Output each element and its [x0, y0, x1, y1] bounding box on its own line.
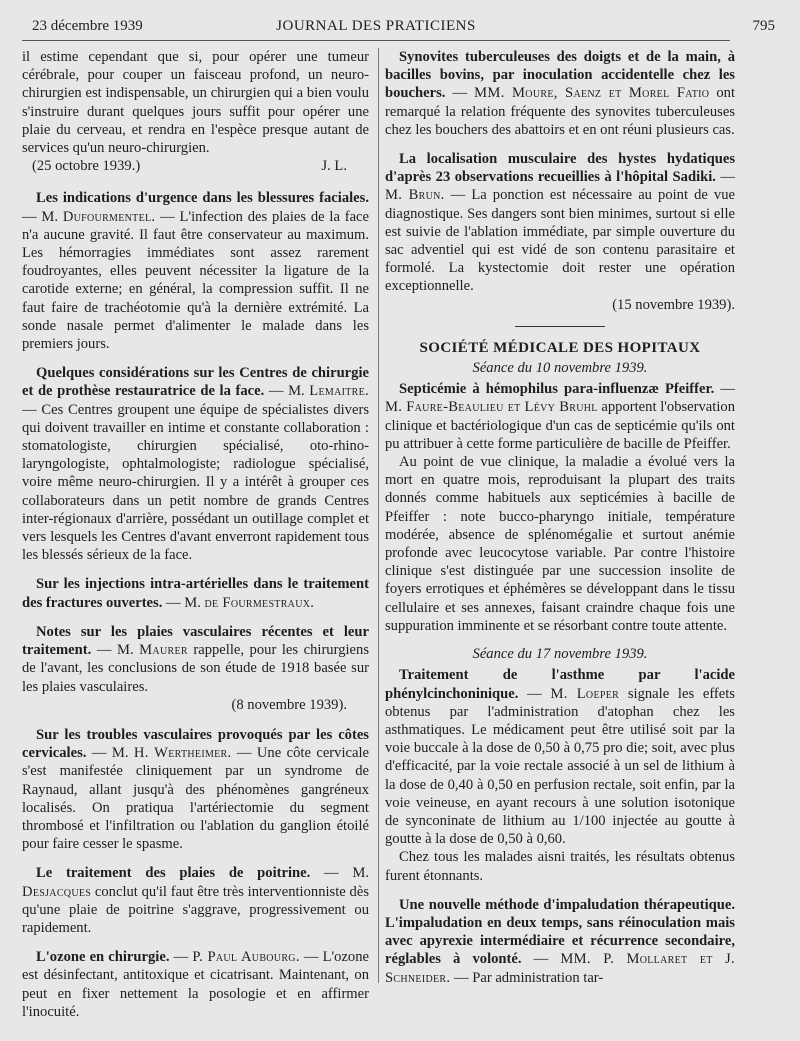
- article-title: Synovites tuberculeuses des doigts et de la main, à bacilles bovins, par inoculation accidentelle chez les bouchers.: [385, 49, 735, 102]
- article-septicemia: [385, 380, 735, 635]
- article-asthma: [385, 666, 735, 884]
- article-title: Traitement de l'asthme par l'acide phénylcinchoninique.: [385, 667, 735, 702]
- intro-date: (25 octobre 1939.): [32, 158, 141, 175]
- article-paragraph: Le traitement des plaies de poitrine. — M. Desjacques conclut qu'il faut être très interventionniste dès qu'une plaie de poitrine s'aggrave, progressivement ou rapidement.: [22, 865, 369, 936]
- article-facial-wounds: [22, 189, 369, 353]
- article-author: Desjacques: [22, 883, 92, 900]
- article-paragraph: Synovites tuberculeuses des doigts et de la main, à bacilles bovins, par inoculation accidentelle chez les bouchers. — MM. Moure, Saenz et Morel Fatio ont remarqué la relation fréquente des synovites tuberculeuses chez les bouchers des abattoirs et en ont réuni plusieurs cas.: [385, 49, 735, 138]
- article-intro-end: [22, 48, 369, 175]
- article-paragraph: Les indications d'urgence dans les blessures faciales. — M. Dufourmentel. — L'infection des plaies de la face n'a aucune gravité. Il faut être conservateur au maximum. Les hémorragies immédiates sont assez rarement foudroyantes, elles peuvent nécessiter la ligature de la carotide externe; en général, la compression suffit. Il ne faut faire de trachéotomie qu'à la dernière extrémité. La sonde nasale permet d'alimenter le malade dans les premiers jours.: [22, 190, 370, 353]
- intro-text: il estime cependant que si, pour opérer une tumeur cérébrale, pour couper un faisceau profond, un neuro-chirurgien est indispensable, un chirurgien qui a bien voulu s'instruire durant quelques jours suffit pour opérer une plaie du cerveau, et rendra en l'espèce presque autant de services qu'un neuro-chirurgien.: [22, 49, 369, 157]
- article-paragraph: Traitement de l'asthme par l'acide phénylcinchoninique. — M. Loeper signale les effets obtenus par l'administration d'atophan chez les asthmatiques. Le médicament peut être utilisé soit par la voie buccale à la dose de 0,50 à 0,75 pro die; soit, avec plus d'efficacité, par la voie rectale associé à un sel de lithium à la dose de 0,40 à 0,50 en perfusion rectale, soit enfin, par la voie veineuse, en ayant recours à une solution isotonique de synconinate de lithium au 1/100 injectée au goutte à goutte à la dose de 0,50 à 0,60.: [385, 667, 735, 848]
- journal-title: JOURNAL DES PRATICIENS: [276, 18, 476, 34]
- article-date: (8 novembre 1939).: [231, 696, 347, 713]
- article-paragraph: Notes sur les plaies vasculaires récentes et leur traitement. — M. Maurer rappelle, pour les chirurgiens de l'avant, les conclusions de son étude de 1918 basée sur les plaies vasculaires.: [22, 623, 369, 695]
- article-title: Une nouvelle méthode d'impaludation thérapeutique. L'impaludation en deux temps, sans réinoculation mais avec apyrexie intermédiaire et récurrence secondaire, réglables à volonté.: [385, 896, 735, 968]
- article-title: L'ozone en chirurgie.: [36, 949, 170, 966]
- section-rule: [515, 326, 605, 327]
- article-paragraph: Septicémie à hémophilus para-influenzæ Pfeiffer. — M. Faure-Beaulieu et Lévy Bruhl apportent l'observation clinique et bactériologique d'un cas de septicémie qu'ils ont pu attribuer à cette forme particulière de bacille de Pfeiffer.: [385, 381, 735, 452]
- page-header: [22, 14, 775, 41]
- article-author: MM. Moure, Saenz et Morel Fatio: [474, 85, 710, 102]
- article-text: L'ozone est désinfectant, antitoxique et cicatrisant. Maintenant, on peut en fixer nettement la posologie et en affirmer l'inocuité.: [22, 949, 369, 1020]
- article-title: La localisation musculaire des hystes hydatiques d'après 23 observations recueillies à l'hôpital Sadiki.: [385, 151, 735, 186]
- article-paragraph: Quelques considérations sur les Centres de chirurgie et de prothèse restauratrice de la face. — M. Lemaitre. — Ces Centres groupent une équipe de spécialistes divers qui doivent travailler en intime et constante collaboration : stomatologiste, chirurgien spécialisé, oto-rhino-laryngologiste, ophtalmologiste; radiologue spécialisé, voire même neuro-chirurgien. Il y a intérêt à grouper ces collaborateurs dans un petit nombre de grands Centres inter-régionaux d'arrière, possédant un outillage complet et vers lesquels les Centres d'avant enverront rapidement tous les blessés sérieux de la face.: [22, 365, 369, 564]
- article-title: Les indications d'urgence dans les blessures faciales.: [36, 190, 369, 207]
- right-column: [385, 48, 735, 998]
- article-date: (15 novembre 1939).: [612, 296, 735, 313]
- article-text-continued: Au point de vue clinique, la maladie a évolué vers la mort en quatre mois, reproduisant la plupart des traits donnés comme habituels aux septicémies à bacille de Pfeiffer : note bucco-pharyngo initiale, température modérée, absence de splénomégalie et surtout anémie profonde avec leucocytose variable. Par contre l'histoire clinique s'est distinguée par une succession insolite de foyers errotiques et éphémères se développant dans le tissu cellulaire et ses annexes, faisant craindre chaque fois une suppuration imminente et se résorbant contre toute attente.: [385, 454, 735, 634]
- article-text: apportent l'observation clinique et bactériologique d'un cas de septicémie qu'ils ont pu attribuer à cette forme particulière de bacille de Pfeiffer.: [385, 399, 735, 452]
- article-author: H. Wertheimer.: [133, 745, 232, 762]
- article-hydatid-cysts: [385, 150, 735, 314]
- article-cervical-ribs: [22, 726, 369, 853]
- society-heading: SOCIÉTÉ MÉDICALE DES HOPITAUX: [419, 339, 701, 356]
- article-text: rappelle, pour les chirurgiens de l'avant, les conclusions de son étude de 1918 basée sur les plaies vasculaires.: [22, 642, 369, 695]
- article-title: Quelques considérations sur les Centres de chirurgie et de prothèse restauratrice de la face.: [22, 365, 369, 400]
- article-face-centres: [22, 364, 369, 564]
- article-text: Par administration tar-: [472, 969, 604, 986]
- article-paragraph: L'ozone en chirurgie. — P. Paul Aubourg. — L'ozone est désinfectant, antitoxique et cicatrisant. Maintenant, on peut en fixer nettement la posologie et en affirmer l'inocuité.: [22, 949, 369, 1020]
- intro-signature: J. L.: [321, 158, 347, 175]
- article-title: Sur les troubles vasculaires provoqués par les côtes cervicales.: [22, 726, 369, 762]
- article-paragraph: Sur les injections intra-artérielles dans le traitement des fractures ouvertes. — M. de Fourmestraux.: [22, 576, 369, 611]
- article-intra-arterial: [22, 575, 369, 611]
- article-author: Lemaitre.: [309, 383, 369, 400]
- article-synovitis: [385, 48, 735, 139]
- article-paragraph: Sur les troubles vasculaires provoqués par les côtes cervicales. — M. H. Wertheimer. — Une côte cervicale s'est manifestée cliniquement par un syndrome de Raynaud, allant jusqu'à des phénomènes gangréneux localisés. On pratiqua l'artériectomie du segment thrombosé et l'infiltration ou l'ablation du ganglion étoilé pour faire cesser le spasme.: [22, 726, 369, 853]
- article-title: Le traitement des plaies de poitrine.: [36, 865, 311, 882]
- session-date: Séance du 17 novembre 1939.: [472, 646, 648, 663]
- session-date: Séance du 10 novembre 1939.: [472, 360, 648, 377]
- article-author: Maurer: [139, 642, 188, 659]
- article-ozone: [22, 948, 369, 1021]
- header-date: 23 décembre 1939: [32, 18, 143, 34]
- article-chest-wounds: [22, 864, 369, 937]
- article-text: ont remarqué la relation fréquente des synovites tuberculeuses chez les bouchers des abattoirs et en ont réuni plusieurs cas.: [385, 85, 735, 138]
- article-text: La ponction est nécessaire au point de vue diagnostique. Ses dangers sont bien minimes, surtout si elle est suivie de l'ablation immédiate, par simple ouverture du sac adventiel qui est vidé de son contenu parasitaire et formolé. La kystectomie doit rester une opération exceptionnelle.: [385, 187, 736, 295]
- article-author: MM. P. Mollaret et J. Schneider.: [385, 951, 735, 986]
- article-text: L'infection des plaies de la face n'a aucune gravité. Il faut être conservateur au maximum. Les hémorragies immédiates sont assez rarement foudroyantes, elles peuvent nécessiter la ligature de la carotide externe; en général, la compression suffit. Il ne faut faire de trachéotomie qu'à la dernière extrémité. La sonde nasale permet d'alimenter le malade dans les premiers jours.: [22, 208, 370, 353]
- article-author: M. Brun.: [385, 187, 445, 204]
- article-author: Dufourmentel.: [62, 208, 156, 225]
- left-column: [22, 48, 369, 1032]
- article-text: conclut qu'il faut être très interventionniste dès qu'une plaie de poitrine s'aggrave, progressivement ou rapidement.: [22, 883, 369, 936]
- article-impaludation: [385, 896, 735, 987]
- article-paragraph: Une nouvelle méthode d'impaludation thérapeutique. L'impaludation en deux temps, sans réinoculation mais avec apyrexie intermédiaire et récurrence secondaire, réglables à volonté. — MM. P. Mollaret et J. Schneider. — Par administration tar-: [385, 896, 735, 986]
- intro-signature-line: [22, 157, 369, 175]
- article-title: Septicémie à hémophilus para-influenzæ Pfeiffer.: [399, 381, 715, 398]
- article-author: M. Loeper: [550, 685, 620, 702]
- page-number: 795: [752, 18, 775, 34]
- article-title: Sur les injections intra-artérielles dans le traitement des fractures ouvertes.: [22, 576, 369, 611]
- article-text: signale les effets obtenus par l'administration d'atophan chez les asthmatiques. Le médicament peut être utilisé soit par la voie buccale à la dose de 0,50 à 0,75 pro die; soit, avec plus d'efficacité, par la voie rectale associé à un sel de lithium à la dose de 0,40 à 0,50 en perfusion rectale, soit enfin, par la voie veineuse, en ayant recours à une solution isotonique de synconinate de lithium au 1/100 injectée au goutte à goutte à la dose de 0,50 à 0,60.: [385, 685, 735, 848]
- column-divider: [378, 48, 379, 983]
- article-text: Une côte cervicale s'est manifestée cliniquement par un syndrome de Raynaud, allant jusqu'à des phénomènes gangréneux localisés. On pratiqua l'artériectomie du segment thrombosé et l'infiltration ou l'ablation du ganglion étoilé pour faire cesser le spasme.: [22, 745, 369, 853]
- article-paragraph: La localisation musculaire des hystes hydatiques d'après 23 observations recueillies à l'hôpital Sadiki. — M. Brun. — La ponction est nécessaire au point de vue diagnostique. Ses dangers sont bien minimes, surtout si elle est suivie de l'ablation immédiate, par simple ouverture du sac adventiel qui est vidé de son contenu parasitaire et formolé. La kystectomie doit rester une opération exceptionnelle.: [385, 151, 736, 295]
- article-author: M. Faure-Beaulieu et Lévy Bruhl: [385, 399, 598, 416]
- article-text-continued: Chez tous les malades aisni traités, les résultats obtenus furent étonnants.: [385, 849, 735, 884]
- article-vascular-wounds: [22, 623, 369, 714]
- article-author: P. Paul Aubourg.: [192, 949, 300, 966]
- article-text: Ces Centres groupent une équipe de spécialistes divers qui doivent travailler en intime et constante collaboration : stomatologiste, chirurgien spécialisé, oto-rhino-laryngologiste, ophtalmologiste; radiologue spécialisé, voire même neuro-chirurgien. Il y a intérêt à grouper ces collaborateurs dans un petit nombre de grands Centres inter-régionaux d'arrière, possédant un outillage complet et vers lesquels les Centres d'avant enverront rapidement tous les blessés sérieux de la face.: [22, 401, 369, 564]
- article-author: de Fourmestraux.: [204, 594, 315, 611]
- article-title: Notes sur les plaies vasculaires récentes et leur traitement.: [22, 623, 369, 659]
